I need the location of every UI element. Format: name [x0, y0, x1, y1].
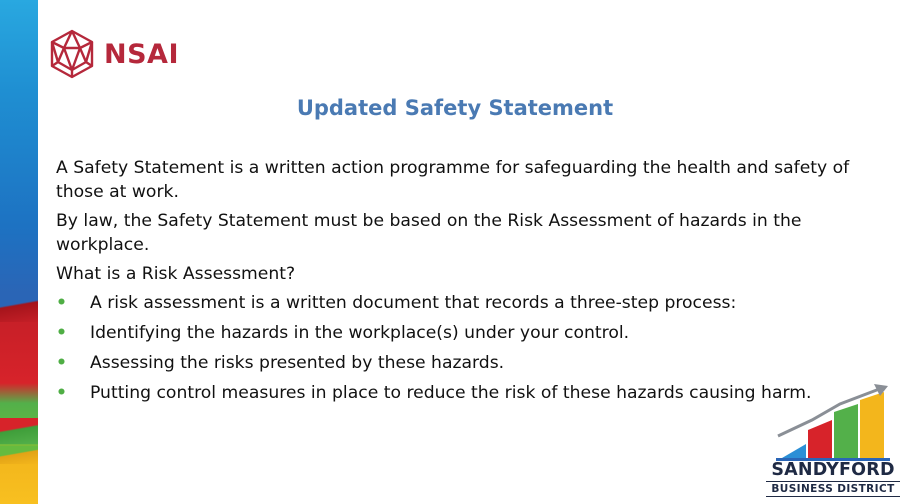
sandyford-logo [762, 382, 902, 504]
nsai-logo-text: NSAI [104, 38, 179, 70]
paragraph-question: What is a Risk Assessment? [56, 264, 296, 284]
growth-bars-icon [762, 382, 902, 462]
bullet-icon: • [56, 323, 67, 343]
paragraph-definition: A Safety Statement is a written action programme for safeguarding the health and safety of those at work. [56, 158, 850, 202]
nsai-emblem-icon [46, 28, 98, 80]
side-color-strip [0, 0, 38, 504]
slide-body [56, 156, 856, 411]
paragraph-law: By law, the Safety Statement must be based on the Risk Assessment of hazards in the workplace. [56, 211, 802, 255]
bullet-icon: • [56, 383, 67, 403]
list-item [56, 381, 856, 405]
bullet-icon: • [56, 293, 67, 313]
list-item [56, 321, 856, 345]
strip-fold-green [0, 418, 38, 444]
list-item [56, 291, 856, 315]
nsai-logo [46, 28, 179, 80]
sandyford-logo-subtitle: BUSINESS DISTRICT [766, 481, 900, 497]
bullet-text: Putting control measures in place to reduce the risk of these hazards causing harm. [90, 383, 812, 403]
list-item [56, 351, 856, 375]
strip-fold-red [0, 292, 38, 322]
bullet-text: Assessing the risks presented by these hazards. [90, 353, 505, 373]
bullet-list [56, 291, 856, 405]
sandyford-logo-name: SANDYFORD [771, 460, 895, 480]
bullet-text: Identifying the hazards in the workplace(s) under your control. [90, 323, 630, 343]
bullet-text: A risk assessment is a written document that records a three-step process: [90, 293, 737, 313]
bullet-icon: • [56, 353, 67, 373]
strip-fold-yellow [0, 446, 38, 464]
slide-title: Updated Safety Statement [296, 96, 614, 120]
